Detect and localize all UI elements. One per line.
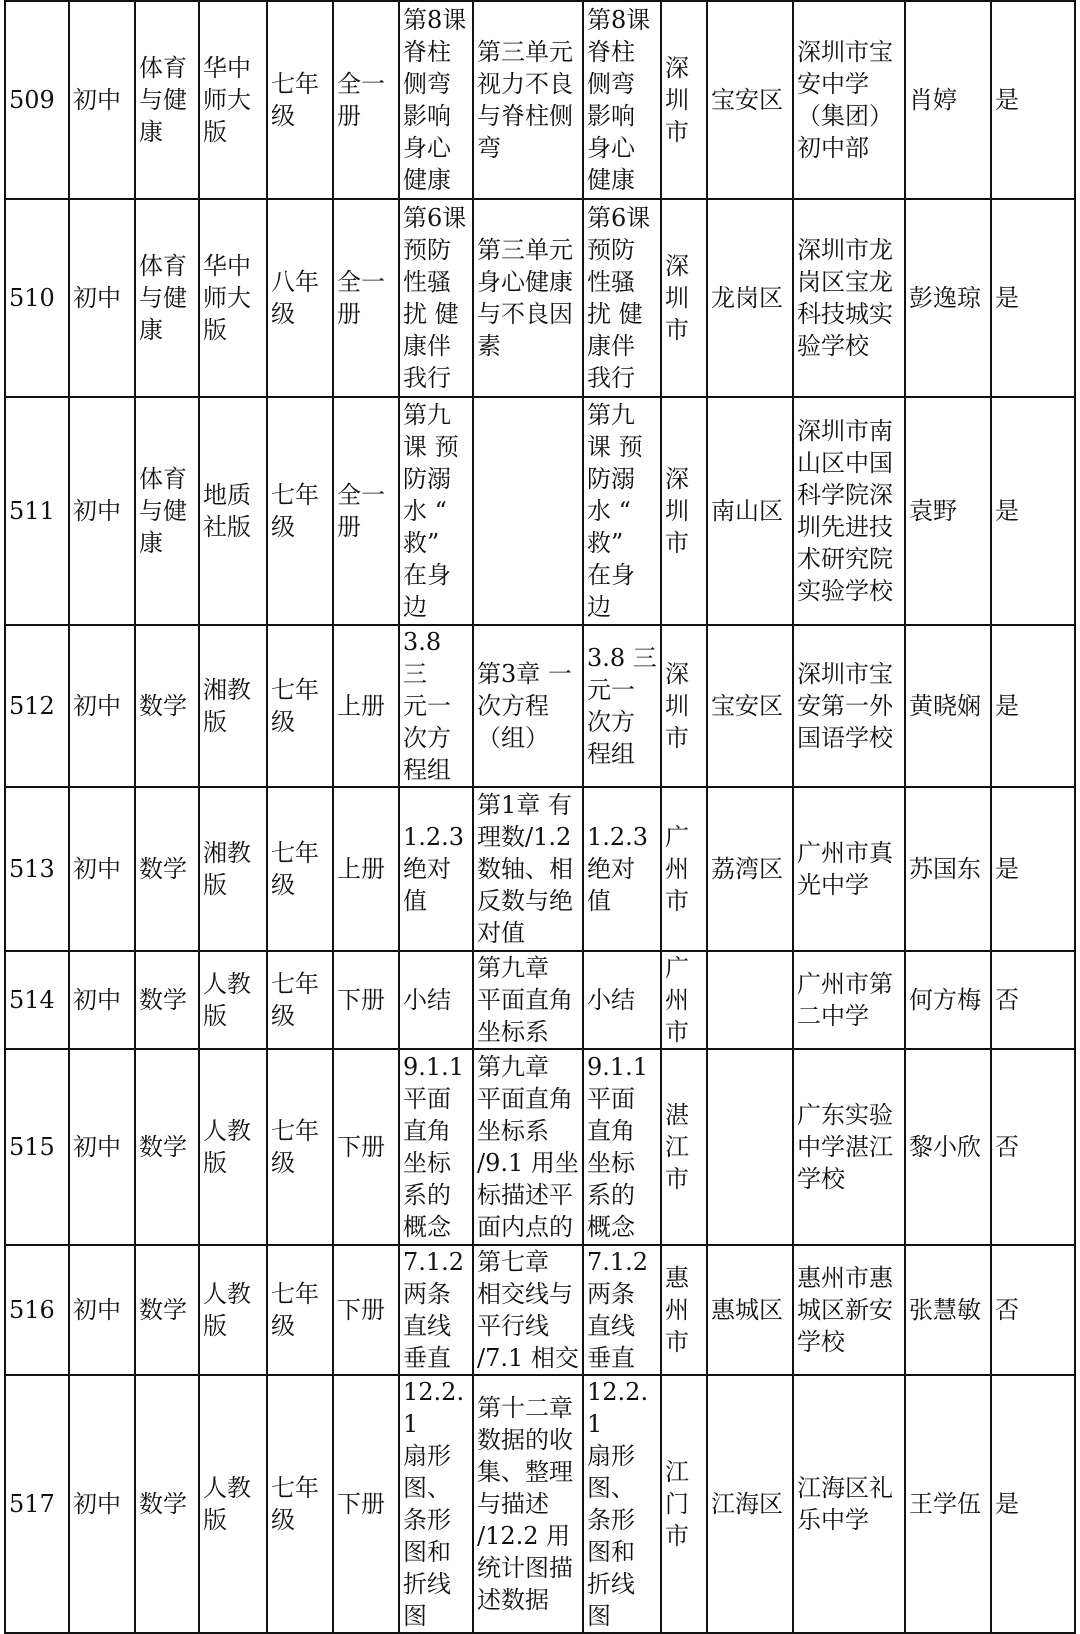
city: 湛 江 市 xyxy=(661,1049,707,1245)
lesson: 1.2.3 绝对 值 xyxy=(399,787,473,951)
grade: 七年 级 xyxy=(267,625,333,787)
lesson: 9.1.1 平面 直角 坐标 系的 概念 xyxy=(399,1049,473,1245)
district: 南山区 xyxy=(707,397,793,625)
textbook-edition: 华中 师大 版 xyxy=(199,199,267,397)
selected-flag: 是 xyxy=(991,199,1075,397)
grade: 八年 级 xyxy=(267,199,333,397)
subject: 数学 xyxy=(135,951,199,1049)
district: 宝安区 xyxy=(707,625,793,787)
selected-flag: 是 xyxy=(991,1,1075,199)
city: 深 圳 市 xyxy=(661,625,707,787)
lesson-title: 7.1.2 两条 直线 垂直 xyxy=(583,1245,661,1375)
row-number: 513 xyxy=(5,787,69,951)
lesson-title: 第8课 脊柱 侧弯 影响 身心 健康 xyxy=(583,1,661,199)
textbook-edition: 地质 社版 xyxy=(199,397,267,625)
teacher: 何方梅 xyxy=(905,951,991,1049)
volume: 下册 xyxy=(333,1245,399,1375)
district: 荔湾区 xyxy=(707,787,793,951)
grade: 七年 级 xyxy=(267,397,333,625)
teacher: 袁野 xyxy=(905,397,991,625)
grade: 七年 级 xyxy=(267,1049,333,1245)
table-row xyxy=(5,199,1075,397)
grade: 七年 级 xyxy=(267,1,333,199)
row-number: 517 xyxy=(5,1375,69,1633)
lesson: 3.8 三 元一 次方 程组 xyxy=(399,625,473,787)
table-row xyxy=(5,397,1075,625)
selected-flag: 是 xyxy=(991,625,1075,787)
lesson: 12.2.1 扇形 图、 条形 图和 折线 图 xyxy=(399,1375,473,1633)
textbook-edition: 湘教 版 xyxy=(199,787,267,951)
school-level: 初中 xyxy=(69,1049,135,1245)
lesson-title: 第九 课 预 防溺 水 “ 救” 在身 边 xyxy=(583,397,661,625)
volume: 下册 xyxy=(333,1375,399,1633)
row-number: 514 xyxy=(5,951,69,1049)
unit: 第七章 相交线与 平行线 /7.1 相交 xyxy=(473,1245,583,1375)
city: 深 圳 市 xyxy=(661,1,707,199)
district: 江海区 xyxy=(707,1375,793,1633)
selected-flag: 是 xyxy=(991,787,1075,951)
unit: 第三单元 身心健康 与不良因 素 xyxy=(473,199,583,397)
teacher: 彭逸琼 xyxy=(905,199,991,397)
city: 深 圳 市 xyxy=(661,397,707,625)
school-level: 初中 xyxy=(69,397,135,625)
textbook-edition: 人教 版 xyxy=(199,1049,267,1245)
volume: 上册 xyxy=(333,787,399,951)
subject: 数学 xyxy=(135,1245,199,1375)
volume: 上册 xyxy=(333,625,399,787)
grade: 七年 级 xyxy=(267,1245,333,1375)
district xyxy=(707,1049,793,1245)
school: 广州市第 二中学 xyxy=(793,951,905,1049)
row-number: 516 xyxy=(5,1245,69,1375)
district: 惠城区 xyxy=(707,1245,793,1375)
row-number: 511 xyxy=(5,397,69,625)
unit: 第1章 有 理数/1.2 数轴、相 反数与绝 对值 xyxy=(473,787,583,951)
table-row xyxy=(5,1375,1075,1633)
city: 广 州 市 xyxy=(661,951,707,1049)
course-table xyxy=(4,0,1076,1634)
lesson-title: 9.1.1 平面 直角 坐标 系的 概念 xyxy=(583,1049,661,1245)
teacher: 王学伍 xyxy=(905,1375,991,1633)
lesson-title: 3.8 三 元一 次方 程组 xyxy=(583,625,661,787)
city: 惠 州 市 xyxy=(661,1245,707,1375)
city: 江 门 市 xyxy=(661,1375,707,1633)
selected-flag: 是 xyxy=(991,1375,1075,1633)
school: 深圳市龙 岗区宝龙 科技城实 验学校 xyxy=(793,199,905,397)
textbook-edition: 湘教 版 xyxy=(199,625,267,787)
unit: 第三单元 视力不良 与脊柱侧 弯 xyxy=(473,1,583,199)
school-level: 初中 xyxy=(69,951,135,1049)
lesson-title: 第6课 预防 性骚 扰 健 康伴 我行 xyxy=(583,199,661,397)
school-level: 初中 xyxy=(69,1,135,199)
table-row xyxy=(5,787,1075,951)
row-number: 510 xyxy=(5,199,69,397)
teacher: 黄晓娴 xyxy=(905,625,991,787)
table-row xyxy=(5,1,1075,199)
teacher: 肖婷 xyxy=(905,1,991,199)
textbook-edition: 华中 师大 版 xyxy=(199,1,267,199)
subject: 数学 xyxy=(135,625,199,787)
selected-flag: 否 xyxy=(991,951,1075,1049)
textbook-edition: 人教 版 xyxy=(199,951,267,1049)
city: 深 圳 市 xyxy=(661,199,707,397)
grade: 七年 级 xyxy=(267,787,333,951)
selected-flag: 否 xyxy=(991,1049,1075,1245)
unit: 第九章 平面直角 坐标系 xyxy=(473,951,583,1049)
subject: 数学 xyxy=(135,787,199,951)
teacher: 张慧敏 xyxy=(905,1245,991,1375)
lesson-title: 12.2.1 扇形 图、 条形 图和 折线 图 xyxy=(583,1375,661,1633)
grade: 七年 级 xyxy=(267,1375,333,1633)
school: 深圳市南 山区中国 科学院深 圳先进技 术研究院 实验学校 xyxy=(793,397,905,625)
school: 深圳市宝 安第一外 国语学校 xyxy=(793,625,905,787)
district: 宝安区 xyxy=(707,1,793,199)
lesson: 7.1.2 两条 直线 垂直 xyxy=(399,1245,473,1375)
table-row xyxy=(5,1049,1075,1245)
row-number: 512 xyxy=(5,625,69,787)
lesson-title: 1.2.3 绝对 值 xyxy=(583,787,661,951)
school: 深圳市宝 安中学 （集团） 初中部 xyxy=(793,1,905,199)
subject: 体育 与健 康 xyxy=(135,397,199,625)
volume: 下册 xyxy=(333,951,399,1049)
table-row xyxy=(5,951,1075,1049)
row-number: 515 xyxy=(5,1049,69,1245)
teacher: 黎小欣 xyxy=(905,1049,991,1245)
school: 惠州市惠 城区新安 学校 xyxy=(793,1245,905,1375)
school-level: 初中 xyxy=(69,787,135,951)
grade: 七年 级 xyxy=(267,951,333,1049)
school: 广州市真 光中学 xyxy=(793,787,905,951)
school-level: 初中 xyxy=(69,1245,135,1375)
lesson-title: 小结 xyxy=(583,951,661,1049)
table-row xyxy=(5,1245,1075,1375)
table-row xyxy=(5,625,1075,787)
unit: 第3章 一 次方程 （组） xyxy=(473,625,583,787)
volume: 全一 册 xyxy=(333,397,399,625)
textbook-edition: 人教 版 xyxy=(199,1245,267,1375)
subject: 数学 xyxy=(135,1375,199,1633)
unit: 第九章 平面直角 坐标系 /9.1 用坐 标描述平 面内点的 xyxy=(473,1049,583,1245)
unit xyxy=(473,397,583,625)
volume: 全一 册 xyxy=(333,199,399,397)
school-level: 初中 xyxy=(69,199,135,397)
textbook-edition: 人教 版 xyxy=(199,1375,267,1633)
lesson: 第九 课 预 防溺 水 “ 救” 在身 边 xyxy=(399,397,473,625)
district xyxy=(707,951,793,1049)
school: 江海区礼 乐中学 xyxy=(793,1375,905,1633)
volume: 全一 册 xyxy=(333,1,399,199)
subject: 体育 与健 康 xyxy=(135,199,199,397)
school-level: 初中 xyxy=(69,625,135,787)
lesson: 小结 xyxy=(399,951,473,1049)
lesson: 第8课 脊柱 侧弯 影响 身心 健康 xyxy=(399,1,473,199)
district: 龙岗区 xyxy=(707,199,793,397)
subject: 体育 与健 康 xyxy=(135,1,199,199)
school-level: 初中 xyxy=(69,1375,135,1633)
school: 广东实验 中学湛江 学校 xyxy=(793,1049,905,1245)
city: 广 州 市 xyxy=(661,787,707,951)
lesson: 第6课 预防 性骚 扰 健 康伴 我行 xyxy=(399,199,473,397)
row-number: 509 xyxy=(5,1,69,199)
subject: 数学 xyxy=(135,1049,199,1245)
selected-flag: 否 xyxy=(991,1245,1075,1375)
teacher: 苏国东 xyxy=(905,787,991,951)
volume: 下册 xyxy=(333,1049,399,1245)
unit: 第十二章 数据的收 集、整理 与描述 /12.2 用 统计图描 述数据 xyxy=(473,1375,583,1633)
selected-flag: 是 xyxy=(991,397,1075,625)
